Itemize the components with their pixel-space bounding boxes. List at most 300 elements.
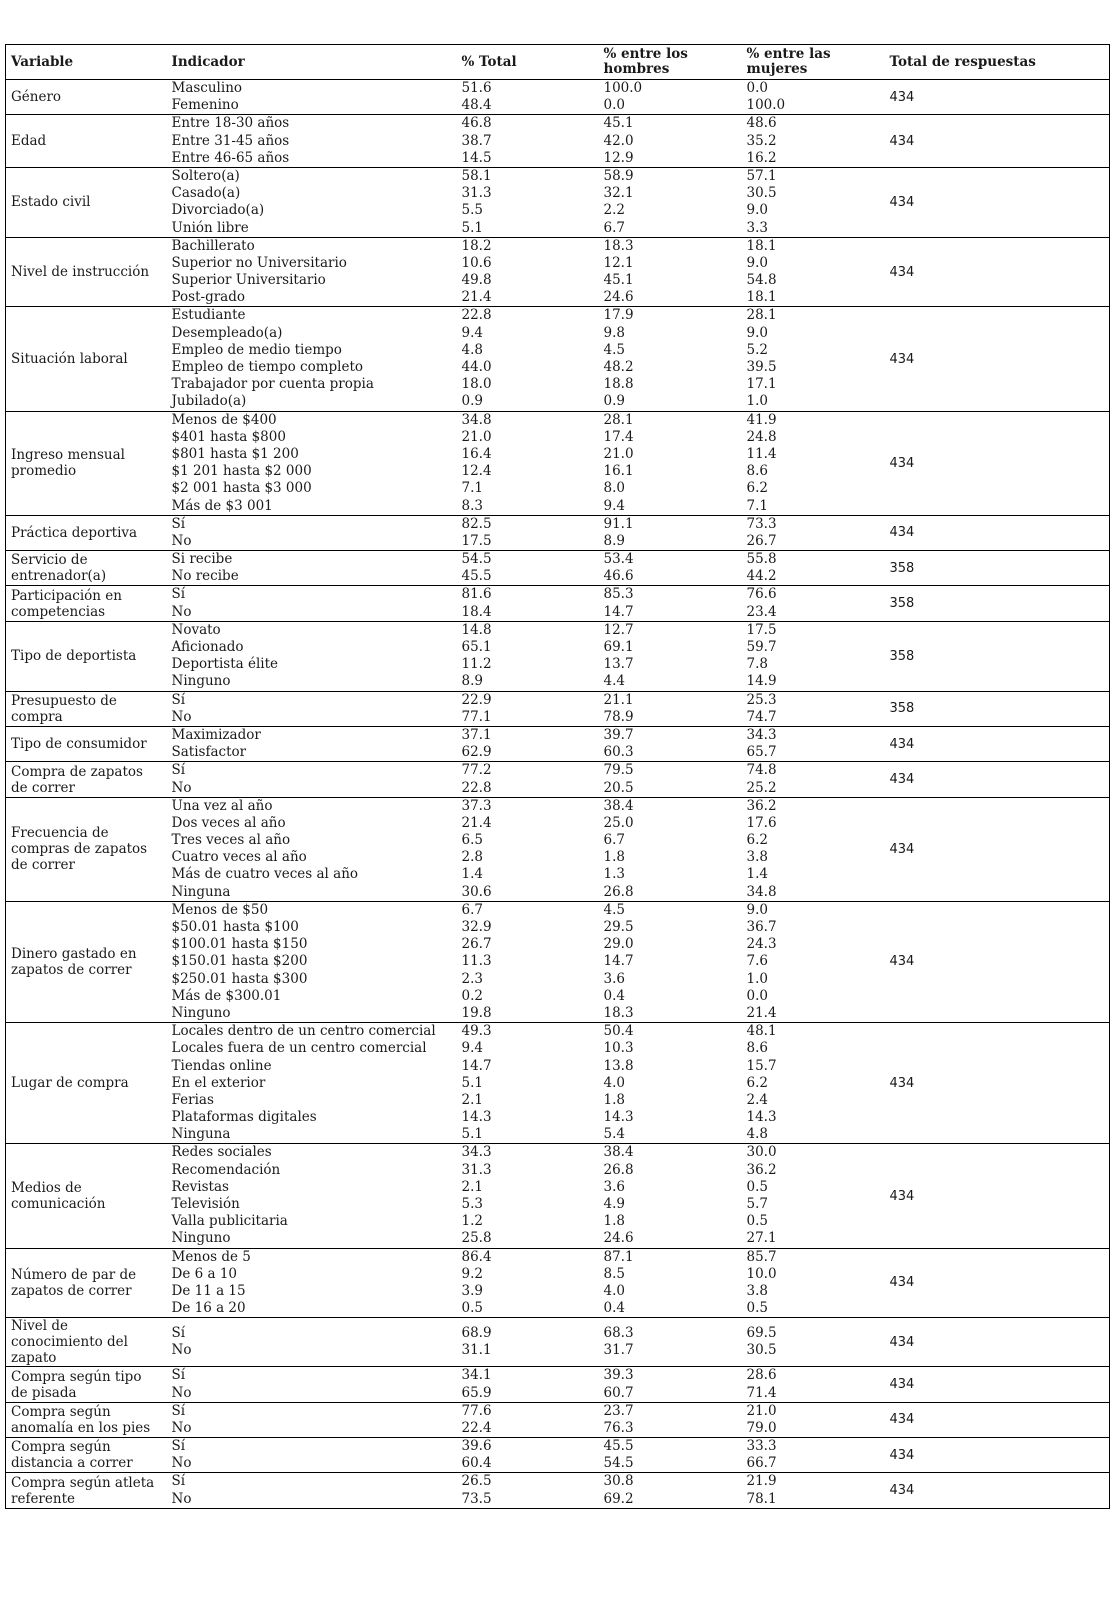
indicator: $401 hasta $800 — [171, 428, 286, 445]
women-value: 0.5 — [746, 1213, 768, 1230]
men-value: 42.0 — [603, 132, 634, 149]
men-value: 87.1 — [603, 1248, 634, 1265]
total-value: 2.1 — [461, 1178, 483, 1195]
variable-cell: Tipo de consumidor — [6, 726, 167, 761]
total-value: 9.4 — [461, 1040, 483, 1057]
men-value: 17.9 — [603, 307, 634, 324]
document-page — [5, 44, 1109, 1509]
indicator-cell — [167, 797, 457, 901]
indicator: Estudiante — [171, 307, 246, 324]
indicator: Más de $3 001 — [171, 497, 273, 514]
total-value: 37.3 — [461, 797, 492, 814]
total-value: 26.5 — [461, 1473, 492, 1490]
responses-cell: 434 — [885, 1473, 1110, 1508]
men-value: 45.1 — [603, 272, 634, 289]
total-value: 2.1 — [461, 1091, 483, 1108]
total-value-cell — [457, 691, 599, 726]
women-value-cell — [742, 1438, 885, 1473]
variable-cell: Número de par de zapatos de correr — [6, 1248, 167, 1318]
header-men: % entre los hombres — [599, 45, 742, 80]
women-value: 21.4 — [746, 1004, 777, 1021]
women-value: 3.8 — [746, 1282, 768, 1299]
men-value-cell — [599, 1367, 742, 1402]
men-value: 6.7 — [603, 219, 625, 236]
total-value: 18.2 — [461, 237, 492, 254]
table-row — [6, 726, 1110, 761]
indicator: Menos de $50 — [171, 901, 269, 918]
indicator-cell — [167, 691, 457, 726]
total-value-cell — [457, 551, 599, 586]
table-row — [6, 1473, 1110, 1508]
indicator: Sí — [171, 586, 186, 603]
indicator: Casado(a) — [171, 185, 241, 202]
indicator-cell — [167, 307, 457, 411]
men-value: 24.6 — [603, 1230, 634, 1247]
total-value: 0.9 — [461, 393, 483, 410]
men-value: 14.7 — [603, 953, 634, 970]
total-value: 5.1 — [461, 219, 483, 236]
men-value: 1.8 — [603, 1213, 625, 1230]
women-value: 24.8 — [746, 428, 777, 445]
men-value: 4.5 — [603, 341, 625, 358]
indicator: Ninguna — [171, 883, 231, 900]
total-value: 81.6 — [461, 586, 492, 603]
women-value-cell — [742, 80, 885, 115]
variable-cell: Compra según tipo de pisada — [6, 1367, 167, 1402]
variable-cell: Estado civil — [6, 167, 167, 237]
total-value: 9.4 — [461, 324, 483, 341]
indicator: Plataformas digitales — [171, 1109, 317, 1126]
indicator: $2 001 hasta $3 000 — [171, 480, 312, 497]
women-value-cell — [742, 551, 885, 586]
table-row — [6, 1248, 1110, 1318]
table-row — [6, 551, 1110, 586]
total-value: 9.2 — [461, 1265, 483, 1282]
women-value: 74.7 — [746, 708, 777, 725]
indicator: Sí — [171, 1325, 186, 1342]
women-value: 48.6 — [746, 115, 777, 132]
women-value: 23.4 — [746, 603, 777, 620]
total-value: 44.0 — [461, 359, 492, 375]
men-value: 30.8 — [603, 1473, 634, 1490]
men-value: 29.5 — [603, 919, 634, 935]
women-value: 9.0 — [746, 254, 768, 271]
total-value: 26.7 — [461, 936, 492, 953]
total-value: 11.3 — [461, 953, 492, 970]
total-value: 10.6 — [461, 254, 492, 271]
men-value: 50.4 — [603, 1023, 634, 1040]
variable-cell: Ingreso mensual promedio — [6, 411, 167, 515]
women-value: 73.3 — [746, 515, 777, 532]
women-value: 11.4 — [746, 445, 777, 462]
women-value: 74.8 — [746, 762, 777, 779]
women-value: 16.2 — [746, 149, 777, 166]
total-value-cell — [457, 762, 599, 797]
table-row — [6, 237, 1110, 307]
men-value: 3.6 — [603, 1178, 625, 1195]
women-value-cell — [742, 1402, 885, 1437]
indicator: Ninguno — [171, 673, 231, 690]
women-value: 28.1 — [746, 307, 777, 324]
variable-cell: Medios de comunicación — [6, 1144, 167, 1248]
indicator: Más de cuatro veces al año — [171, 866, 359, 883]
total-value: 17.5 — [461, 532, 492, 549]
responses-cell: 434 — [885, 1318, 1110, 1367]
men-value: 3.6 — [603, 970, 625, 987]
indicator: Entre 46-65 años — [171, 149, 290, 166]
total-value: 51.6 — [461, 80, 492, 96]
men-value-cell — [599, 80, 742, 115]
variable-cell: Participación en competencias — [6, 586, 167, 621]
men-value: 60.3 — [603, 744, 634, 761]
men-value-cell — [599, 237, 742, 307]
men-value: 1.8 — [603, 849, 625, 866]
women-value-cell — [742, 1248, 885, 1318]
men-value: 69.2 — [603, 1490, 634, 1507]
women-value: 21.0 — [746, 1402, 777, 1419]
men-value-cell — [599, 115, 742, 168]
men-value: 45.1 — [603, 115, 634, 132]
women-value-cell — [742, 1318, 885, 1367]
women-value: 25.2 — [746, 779, 777, 796]
men-value: 85.3 — [603, 586, 634, 603]
women-value-cell — [742, 1473, 885, 1508]
indicator-cell — [167, 80, 457, 115]
men-value: 10.3 — [603, 1040, 634, 1057]
women-value: 26.7 — [746, 532, 777, 549]
total-value: 1.4 — [461, 866, 483, 883]
indicator-cell — [167, 1023, 457, 1144]
responses-cell: 358 — [885, 621, 1110, 691]
men-value-cell — [599, 901, 742, 1022]
indicator-cell — [167, 621, 457, 691]
total-value-cell — [457, 797, 599, 901]
men-value: 13.8 — [603, 1057, 634, 1074]
indicator: Locales fuera de un centro comercial — [171, 1040, 427, 1057]
table-row — [6, 80, 1110, 115]
responses-cell: 434 — [885, 411, 1110, 515]
women-value: 30.5 — [746, 185, 777, 202]
men-value-cell — [599, 1473, 742, 1508]
men-value-cell — [599, 167, 742, 237]
men-value: 18.8 — [603, 376, 634, 393]
total-value: 82.5 — [461, 515, 492, 532]
total-value: 60.4 — [461, 1455, 492, 1472]
indicator: Jubilado(a) — [171, 393, 247, 410]
total-value: 6.7 — [461, 901, 483, 918]
women-value: 4.8 — [746, 1126, 768, 1143]
total-value: 62.9 — [461, 744, 492, 761]
men-value: 39.7 — [603, 726, 634, 743]
women-value: 27.1 — [746, 1230, 777, 1247]
indicator-cell — [167, 1248, 457, 1318]
men-value: 0.0 — [603, 97, 625, 114]
women-value: 1.0 — [746, 970, 768, 987]
indicator: Locales dentro de un centro comercial — [171, 1023, 436, 1040]
variable-cell: Dinero gastado en zapatos de correr — [6, 901, 167, 1022]
indicator: Si recibe — [171, 551, 233, 568]
total-value: 45.5 — [461, 568, 492, 585]
indicator: Cuatro veces al año — [171, 849, 307, 866]
total-value: 16.4 — [461, 445, 492, 462]
responses-cell: 434 — [885, 307, 1110, 411]
total-value-cell — [457, 411, 599, 515]
total-value: 49.3 — [461, 1023, 492, 1040]
total-value: 30.6 — [461, 883, 492, 900]
total-value: 22.9 — [461, 691, 492, 708]
indicator: Tres veces al año — [171, 832, 291, 849]
indicator-cell — [167, 1318, 457, 1367]
men-value-cell — [599, 726, 742, 761]
women-value: 35.2 — [746, 132, 777, 149]
men-value: 45.5 — [603, 1438, 634, 1455]
women-value: 34.8 — [746, 883, 777, 900]
total-value: 11.2 — [461, 656, 492, 673]
indicator: Satisfactor — [171, 744, 247, 761]
men-value: 53.4 — [603, 551, 634, 568]
indicator: Sí — [171, 762, 186, 779]
women-value: 79.0 — [746, 1419, 777, 1436]
table-row — [6, 115, 1110, 168]
total-value: 86.4 — [461, 1248, 492, 1265]
men-value-cell — [599, 515, 742, 550]
table-row — [6, 1438, 1110, 1473]
table-header-row — [6, 45, 1110, 80]
women-value: 30.0 — [746, 1144, 777, 1161]
indicator: Ninguno — [171, 1004, 231, 1021]
women-value-cell — [742, 901, 885, 1022]
total-value: 77.6 — [461, 1402, 492, 1419]
variable-cell: Presupuesto de compra — [6, 691, 167, 726]
women-value: 3.3 — [746, 219, 768, 236]
table-row — [6, 515, 1110, 550]
men-value: 54.5 — [603, 1455, 634, 1472]
table-row — [6, 621, 1110, 691]
men-value: 8.5 — [603, 1265, 625, 1282]
indicator: Masculino — [171, 80, 243, 96]
men-value-cell — [599, 551, 742, 586]
responses-cell: 434 — [885, 1023, 1110, 1144]
total-value: 38.7 — [461, 132, 492, 149]
men-value: 28.1 — [603, 411, 634, 428]
men-value: 58.9 — [603, 167, 634, 184]
total-value: 54.5 — [461, 551, 492, 568]
women-value: 1.4 — [746, 866, 768, 883]
women-value-cell — [742, 115, 885, 168]
results-table — [5, 44, 1110, 1509]
women-value: 36.2 — [746, 797, 777, 814]
women-value: 34.3 — [746, 726, 777, 743]
men-value: 68.3 — [603, 1325, 634, 1342]
women-value: 6.2 — [746, 832, 768, 849]
responses-cell: 434 — [885, 797, 1110, 901]
indicator: Divorciado(a) — [171, 202, 265, 219]
indicator-cell — [167, 515, 457, 550]
women-value: 3.8 — [746, 849, 768, 866]
indicator: Una vez al año — [171, 797, 273, 814]
women-value: 6.2 — [746, 480, 768, 497]
indicator: No — [171, 603, 192, 620]
header-variable: Variable — [6, 45, 167, 80]
table-row — [6, 797, 1110, 901]
total-value: 49.8 — [461, 272, 492, 289]
men-value: 26.8 — [603, 883, 634, 900]
women-value: 7.1 — [746, 497, 768, 514]
women-value: 39.5 — [746, 359, 777, 375]
men-value: 32.1 — [603, 185, 634, 202]
indicator: Deportista élite — [171, 656, 279, 673]
total-value-cell — [457, 1438, 599, 1473]
total-value: 5.1 — [461, 1126, 483, 1143]
women-value-cell — [742, 1367, 885, 1402]
total-value: 4.8 — [461, 341, 483, 358]
total-value-cell — [457, 515, 599, 550]
variable-cell: Práctica deportiva — [6, 515, 167, 550]
indicator: No — [171, 1384, 192, 1401]
responses-cell: 434 — [885, 726, 1110, 761]
men-value: 24.6 — [603, 289, 634, 306]
men-value: 1.8 — [603, 1091, 625, 1108]
women-value: 14.9 — [746, 673, 777, 690]
women-value-cell — [742, 1144, 885, 1248]
indicator-cell — [167, 411, 457, 515]
indicator: Menos de 5 — [171, 1248, 251, 1265]
men-value: 4.5 — [603, 901, 625, 918]
women-value: 18.1 — [746, 289, 777, 306]
men-value-cell — [599, 691, 742, 726]
indicator: Trabajador por cuenta propia — [171, 376, 374, 393]
women-value: 28.6 — [746, 1367, 777, 1384]
women-value-cell — [742, 237, 885, 307]
total-value: 68.9 — [461, 1325, 492, 1342]
women-value-cell — [742, 307, 885, 411]
men-value: 20.5 — [603, 779, 634, 796]
total-value: 21.4 — [461, 814, 492, 831]
men-value: 100.0 — [603, 80, 643, 96]
women-value-cell — [742, 797, 885, 901]
men-value: 1.3 — [603, 866, 625, 883]
indicator: Desempleado(a) — [171, 324, 283, 341]
table-row — [6, 1023, 1110, 1144]
indicator: No — [171, 779, 192, 796]
variable-cell: Servicio de entrenador(a) — [6, 551, 167, 586]
total-value-cell — [457, 307, 599, 411]
women-value: 41.9 — [746, 411, 777, 428]
indicator: Televisión — [171, 1196, 240, 1212]
indicator-cell — [167, 1473, 457, 1508]
men-value: 48.2 — [603, 359, 634, 375]
women-value: 24.3 — [746, 936, 777, 953]
women-value-cell — [742, 1023, 885, 1144]
women-value-cell — [742, 621, 885, 691]
total-value: 14.3 — [461, 1109, 492, 1126]
total-value: 37.1 — [461, 726, 492, 743]
men-value-cell — [599, 1248, 742, 1318]
table-row — [6, 307, 1110, 411]
responses-cell: 358 — [885, 691, 1110, 726]
women-value: 36.2 — [746, 1161, 777, 1178]
men-value: 25.0 — [603, 814, 634, 831]
total-value: 14.7 — [461, 1057, 492, 1074]
men-value: 17.4 — [603, 428, 634, 445]
indicator: Sí — [171, 515, 186, 532]
indicator: En el exterior — [171, 1074, 266, 1091]
indicator: Entre 31-45 años — [171, 132, 290, 149]
men-value: 13.7 — [603, 656, 634, 673]
indicator-cell — [167, 726, 457, 761]
table-row — [6, 1144, 1110, 1248]
total-value: 3.9 — [461, 1282, 483, 1299]
variable-cell: Compra según atleta referente — [6, 1473, 167, 1508]
women-value: 9.0 — [746, 202, 768, 219]
responses-cell: 434 — [885, 1144, 1110, 1248]
indicator-cell — [167, 115, 457, 168]
indicator: Soltero(a) — [171, 167, 240, 184]
women-value: 100.0 — [746, 97, 786, 114]
variable-cell: Edad — [6, 115, 167, 168]
total-value: 18.0 — [461, 376, 492, 393]
indicator: Sí — [171, 1438, 186, 1455]
total-value: 77.2 — [461, 762, 492, 779]
responses-cell: 434 — [885, 762, 1110, 797]
men-value: 0.4 — [603, 1300, 625, 1317]
table-row — [6, 1402, 1110, 1437]
men-value-cell — [599, 586, 742, 621]
women-value: 14.3 — [746, 1109, 777, 1126]
indicator-cell — [167, 762, 457, 797]
women-value: 69.5 — [746, 1325, 777, 1342]
indicator-cell — [167, 1144, 457, 1248]
total-value-cell — [457, 237, 599, 307]
women-value: 0.5 — [746, 1300, 768, 1317]
indicator: $801 hasta $1 200 — [171, 445, 299, 462]
total-value: 65.1 — [461, 639, 492, 655]
men-value: 18.3 — [603, 1004, 634, 1021]
indicator-cell — [167, 586, 457, 621]
total-value-cell — [457, 1402, 599, 1437]
women-value: 30.5 — [746, 1342, 777, 1359]
indicator: Entre 18-30 años — [171, 115, 290, 132]
men-value: 0.9 — [603, 393, 625, 410]
indicator: $50.01 hasta $100 — [171, 919, 299, 935]
women-value: 9.0 — [746, 901, 768, 918]
total-value: 8.9 — [461, 673, 483, 690]
men-value: 38.4 — [603, 1144, 634, 1161]
women-value: 10.0 — [746, 1265, 777, 1282]
indicator: Sí — [171, 1402, 186, 1419]
total-value-cell — [457, 167, 599, 237]
total-value: 39.6 — [461, 1438, 492, 1455]
indicator: No — [171, 1490, 192, 1507]
total-value: 34.1 — [461, 1367, 492, 1384]
women-value: 18.1 — [746, 237, 777, 254]
men-value: 78.9 — [603, 708, 634, 725]
men-value-cell — [599, 1144, 742, 1248]
indicator: Novato — [171, 621, 221, 638]
total-value: 5.5 — [461, 202, 483, 219]
table-row — [6, 901, 1110, 1022]
women-value: 8.6 — [746, 1040, 768, 1057]
total-value: 31.3 — [461, 185, 492, 202]
total-value: 46.8 — [461, 115, 492, 132]
men-value: 29.0 — [603, 936, 634, 953]
total-value: 31.1 — [461, 1342, 492, 1359]
women-value: 17.6 — [746, 814, 777, 831]
indicator: No — [171, 1419, 192, 1436]
men-value: 12.9 — [603, 149, 634, 166]
men-value: 14.7 — [603, 603, 634, 620]
total-value-cell — [457, 1318, 599, 1367]
